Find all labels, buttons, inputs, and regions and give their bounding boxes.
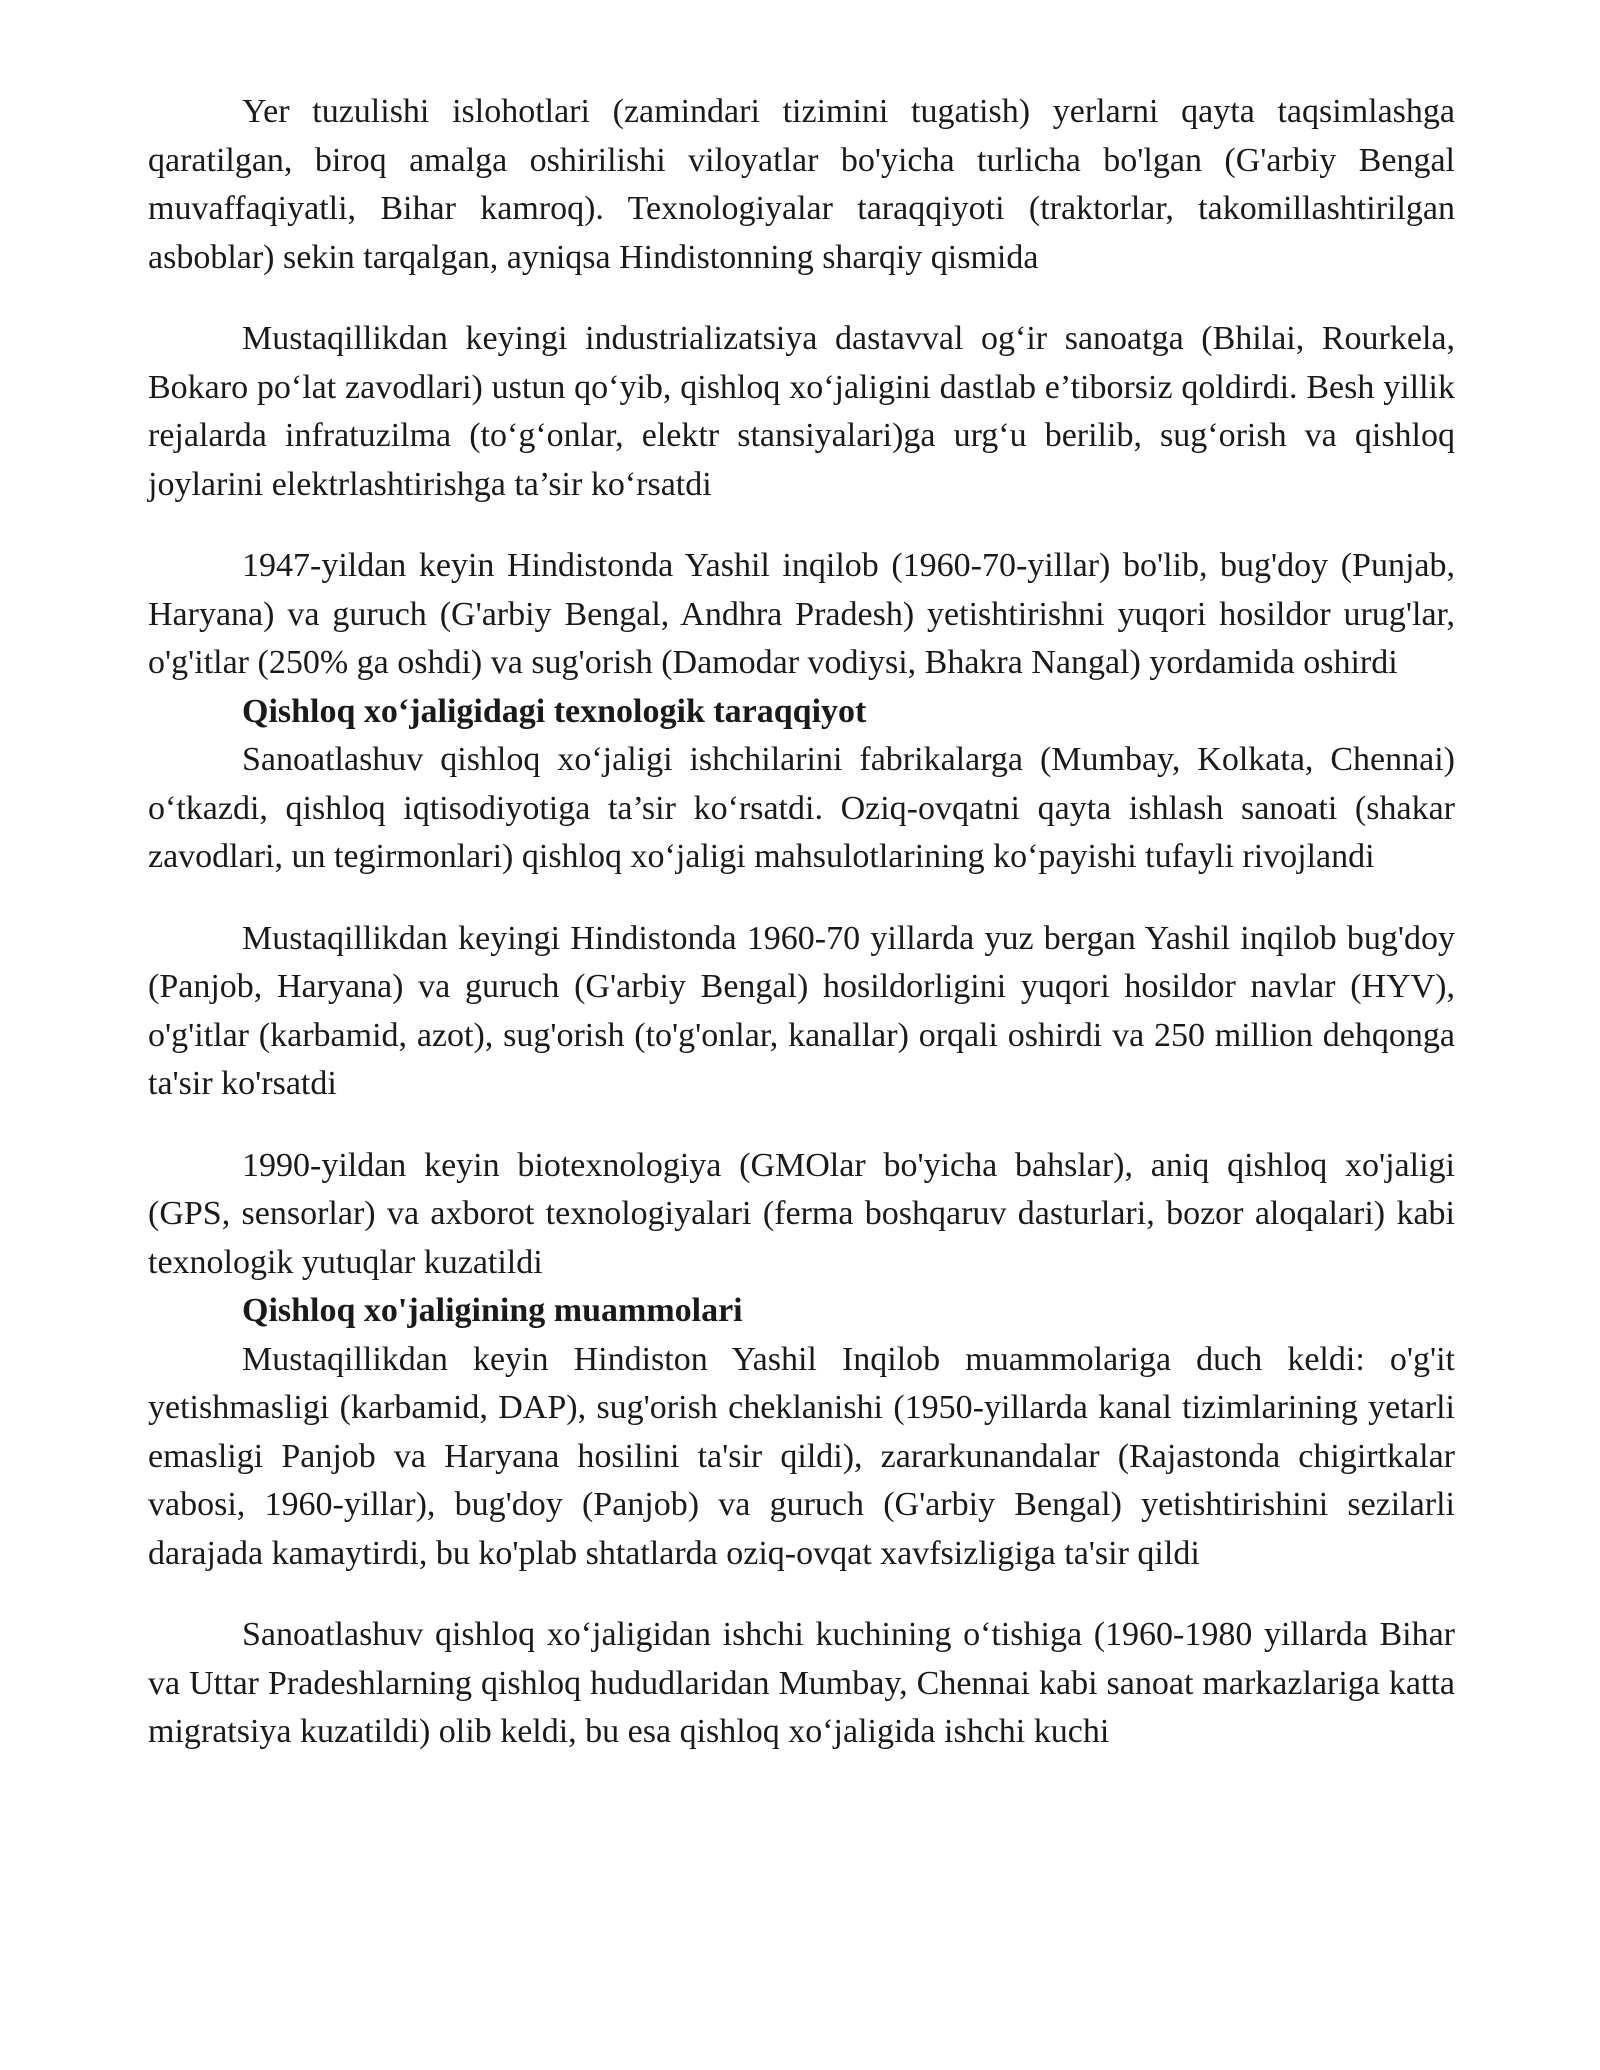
paragraph-biotech: 1990-yildan keyin biotexnologiya (GMOlar bo'yicha bahslar), aniq qishloq xo'jaligi (GPS, sensorlar) va axborot texnologiyalari (ferma boshqaruv dasturlari, bozor aloqalari) kabi texnologik yutuqlar kuzatildi <box>148 1146 1455 1281</box>
document-page <box>148 88 1455 1757</box>
section-heading-agri-problems: Qishloq xo'jaligining muammolari <box>242 1292 743 1329</box>
section-heading-tech-progress: Qishloq xo‘jaligidagi texnologik taraqqiyot <box>242 692 867 730</box>
paragraph-labor-migration: Sanoatlashuv qishloq xo‘jaligidan ishchi kuchining o‘tishiga (1960-1980 yillarda Bihar va Uttar Pradeshlarning qishloq hududlaridan Mumbay, Chennai kabi sanoat markazlariga katta migratsiya kuzatildi) olib keldi, bu esa qishloq xo‘jaligida ishchi kuchi <box>148 1616 1455 1750</box>
paragraph-labor-shift: Sanoatlashuv qishloq xo‘jaligi ishchilarini fabrikalarga (Mumbay, Kolkata, Chennai) o‘tkazdi, qishloq iqtisodiyotiga ta’sir ko‘rsatdi. Oziq-ovqatni qayta ishlash sanoati (shakar zavodlari, un tegirmonlari) qishloq xo‘jaligi mahsulotlarining ko‘payishi tufayli rivojlandi <box>148 741 1455 875</box>
paragraph-industrialization: Mustaqillikdan keyingi industrializatsiya dastavval og‘ir sanoatga (Bhilai, Rourkela, Bokaro po‘lat zavodlari) ustun qo‘yib, qishloq xo‘jaligini dastlab e’tiborsiz qoldirdi. Besh yillik rejalarda infratuzilma (to‘g‘onlar, elektr stansiyalari)ga urg‘u berilib, sug‘orish va qishloq joylarini elektrlashtirishga ta’sir ko‘rsatdi <box>148 320 1455 503</box>
paragraph-hyv-yields: Mustaqillikdan keyingi Hindistonda 1960-70 yillarda yuz bergan Yashil inqilob bug'doy (Panjob, Haryana) va guruch (G'arbiy Bengal) hosildorligini yuqori hosildor navlar (HYV), o'g'itlar (karbamid, azot), sug'orish (to'g'onlar, kanallar) orqali oshirdi va 250 million dehqonga ta'sir ko'rsatdi <box>148 919 1455 1102</box>
paragraph-green-revolution: 1947-yildan keyin Hindistonda Yashil inqilob (1960-70-yillar) bo'lib, bug'doy (Punjab, Haryana) va guruch (G'arbiy Bengal, Andhra Pradesh) yetishtirishni yuqori hosildor urug'lar, o'g'itlar (250% ga oshdi) va sug'orish (Damodar vodiysi, Bhakra Nangal) yordamida oshirdi <box>148 547 1455 681</box>
paragraph-green-revolution-problems: Mustaqillikdan keyin Hindiston Yashil Inqilob muammolariga duch keldi: o'g'it yetishmasligi (karbamid, DAP), sug'orish cheklanishi (1950-yillarda kanal tizimlarining yetarli emasligi Panjob va Haryana hosilini ta'sir qildi), zararkunandalar (Rajastonda chigirtkalar vabosi, 1960-yillar), bug'doy (Panjob) va guruch (G'arbiy Bengal) yetishtirishini sezilarli darajada kamaytirdi, bu ko'plab shtatlarda oziq-ovqat xavfsizligiga ta'sir qildi <box>148 1340 1455 1572</box>
paragraph-land-reforms: Yer tuzulishi islohotlari (zamindari tizimini tugatish) yerlarni qayta taqsimlashga qaratilgan, biroq amalga oshirilishi viloyatlar bo'yicha turlicha bo'lgan (G'arbiy Bengal muvaffaqiyatli, Bihar kamroq). Texnologiyalar taraqqiyoti (traktorlar, takomillashtirilgan asboblar) sekin tarqalgan, ayniqsa Hindistonning sharqiy qismida <box>148 93 1455 276</box>
